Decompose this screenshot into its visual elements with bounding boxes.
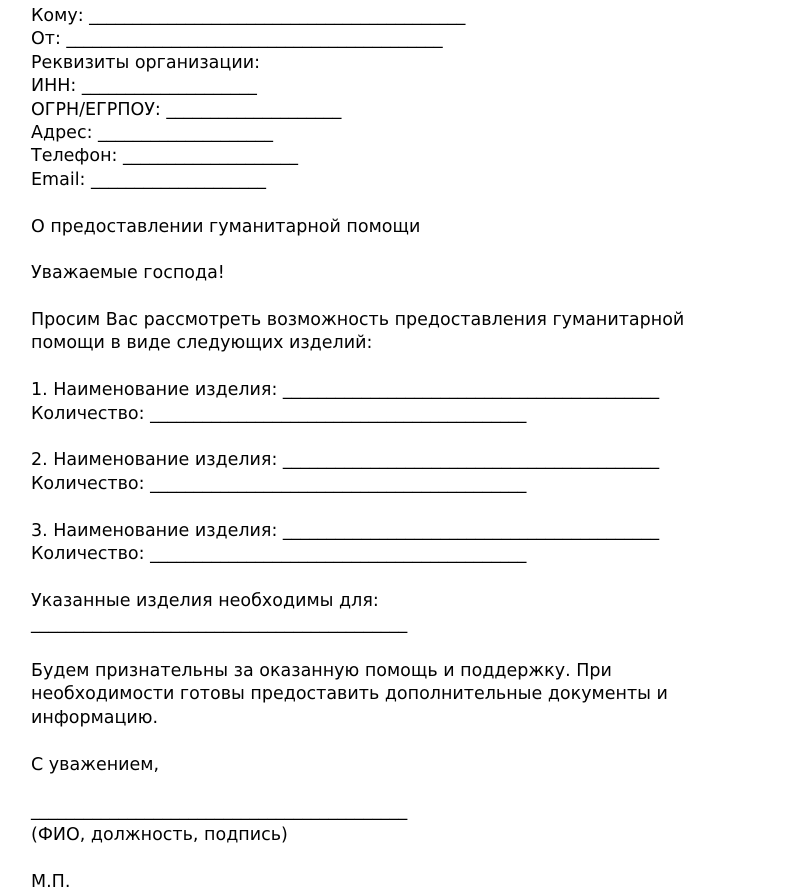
- spacer: [31, 239, 771, 262]
- address-field: Адрес: ____________________: [31, 122, 274, 143]
- spacer: [31, 192, 771, 215]
- spacer: [31, 777, 771, 800]
- item-3-quantity: Количество: ___________________________________________: [31, 544, 527, 565]
- spacer: [31, 847, 771, 870]
- item-3-name: 3. Наименование изделия: ___________________________________________: [31, 520, 660, 541]
- ogrn-field: ОГРН/ЕГРПОУ: ____________________: [31, 99, 342, 120]
- purpose-label: Указанные изделия необходимы для:: [31, 590, 379, 611]
- closing-paragraph: Будем признательны за оказанную помощь и поддержку. При необходимости готовы предоставить дополнительные документы и информацию.: [31, 660, 668, 728]
- spacer: [31, 286, 771, 309]
- item-2-name: 2. Наименование изделия: ___________________________________________: [31, 450, 660, 471]
- signature-blank: ___________________________________________: [31, 801, 408, 822]
- stamp-label: М.П.: [31, 871, 71, 892]
- subject-line: О предоставлении гуманитарной помощи: [31, 216, 421, 237]
- spacer: [31, 637, 771, 660]
- spacer: [31, 730, 771, 753]
- request-paragraph: Просим Вас рассмотреть возможность предоставления гуманитарной помощи в виде следующих изделий:: [31, 310, 685, 354]
- inn-field: ИНН: ____________________: [31, 76, 257, 97]
- letter-document: [31, 5, 771, 894]
- item-1-name: 1. Наименование изделия: ___________________________________________: [31, 380, 660, 401]
- greeting: Уважаемые господа!: [31, 263, 225, 284]
- email-field: Email: ____________________: [31, 169, 267, 190]
- phone-field: Телефон: ____________________: [31, 146, 298, 167]
- item-1-quantity: Количество: ___________________________________________: [31, 403, 527, 424]
- spacer: [31, 566, 771, 589]
- from-field: От: ___________________________________________: [31, 29, 443, 50]
- spacer: [31, 496, 771, 519]
- purpose-blank: ___________________________________________: [31, 614, 408, 635]
- item-2-quantity: Количество: ___________________________________________: [31, 473, 527, 494]
- regards: С уважением,: [31, 754, 160, 775]
- spacer: [31, 356, 771, 379]
- org-details-heading: Реквизиты организации:: [31, 52, 260, 73]
- signature-caption: (ФИО, должность, подпись): [31, 824, 288, 845]
- spacer: [31, 426, 771, 449]
- to-field: Кому: ___________________________________________: [31, 6, 466, 26]
